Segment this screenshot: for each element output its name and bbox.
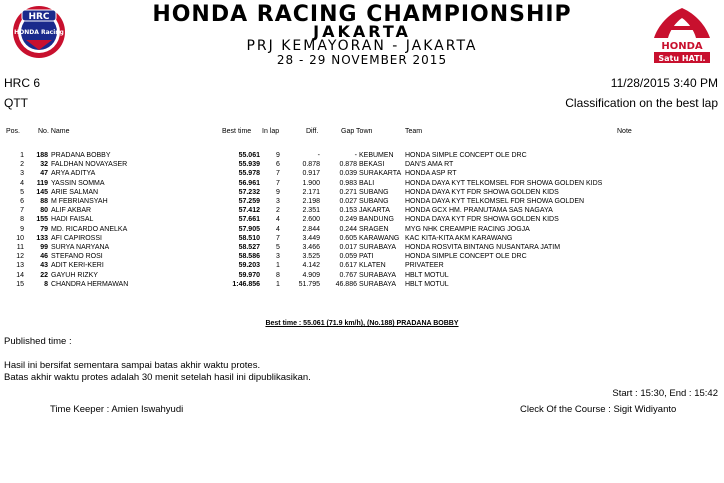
cell-lap: 5 bbox=[276, 244, 280, 251]
cell-no: 145 bbox=[36, 188, 48, 196]
cell-team: KAC KITA-KITA AKM KARAWANG bbox=[405, 234, 513, 242]
cell-no: 80 bbox=[40, 207, 48, 215]
cell-name: HADI FAISAL bbox=[51, 216, 94, 224]
table-row bbox=[0, 261, 724, 270]
cell-pos: 8 bbox=[20, 216, 24, 224]
provisional-note: Hasil ini bersifat sementara sampai batas akhir waktu protes. bbox=[4, 360, 261, 371]
report-datetime: 11/28/2015 3:40 PM bbox=[610, 76, 718, 90]
table-row bbox=[0, 243, 724, 252]
cell-lap: 6 bbox=[276, 161, 280, 169]
cell-team: DAN'S AMA RT bbox=[405, 161, 454, 169]
cell-pos: 7 bbox=[20, 207, 24, 215]
cell-best: 1:46.856 bbox=[232, 280, 260, 288]
cell-name: ARIE SALMAN bbox=[51, 188, 99, 196]
cell-diff: 0.917 bbox=[302, 170, 320, 178]
cell-diff: 3.466 bbox=[302, 244, 320, 251]
cell-best: 59.203 bbox=[238, 262, 260, 270]
cell-best: 55.939 bbox=[238, 161, 260, 169]
event-venue: PRJ KEMAYORAN - JAKARTA bbox=[246, 38, 478, 54]
cell-gap: 0.878 bbox=[339, 161, 357, 169]
hrc-logo-subtext: HONDA Racing bbox=[14, 29, 64, 36]
cell-gap: 0.249 bbox=[339, 216, 357, 224]
cell-lap: 9 bbox=[276, 152, 280, 159]
cell-gap: 0.027 bbox=[339, 198, 357, 205]
cell-best: 55.061 bbox=[238, 152, 260, 159]
protest-note: Batas akhir waktu protes adalah 30 menit setelah hasil ini dipublikasikan. bbox=[4, 372, 311, 383]
cell-best: 55.978 bbox=[238, 170, 260, 178]
cell-town: BEKASI bbox=[359, 161, 385, 169]
cell-diff: 2.171 bbox=[302, 188, 320, 196]
cell-town: BALI bbox=[359, 179, 375, 187]
cell-diff: 0.878 bbox=[302, 161, 320, 169]
cell-pos: 12 bbox=[16, 253, 24, 261]
published-time: Published time : bbox=[4, 336, 72, 347]
cell-team: HBLT MOTUL bbox=[405, 280, 449, 288]
cell-team: HONDA SIMPLE CONCEPT OLE DRC bbox=[405, 152, 527, 159]
cell-best: 57.412 bbox=[238, 207, 260, 215]
cell-gap: 0.017 bbox=[339, 244, 357, 251]
cell-lap: 2 bbox=[276, 207, 280, 215]
cell-diff: 3.449 bbox=[302, 234, 320, 242]
cell-name: MD. RICARDO ANELKA bbox=[51, 225, 128, 233]
satu-hati-text: Satu HATI. bbox=[658, 54, 706, 63]
cell-best: 57.661 bbox=[238, 216, 260, 224]
cell-gap: 0.983 bbox=[339, 179, 357, 187]
cell-team: HONDA ROSVITA BINTANG NUSANTARA JATIM bbox=[405, 244, 561, 251]
cell-town: PATI bbox=[359, 253, 374, 261]
cell-gap: 0.153 bbox=[339, 207, 357, 215]
cell-no: 79 bbox=[40, 225, 48, 233]
table-row bbox=[0, 160, 724, 169]
cell-no: 8 bbox=[44, 280, 48, 288]
cell-team: MYG NHK CREAMPIE RACING JOGJA bbox=[405, 225, 530, 233]
col-diff: Diff. bbox=[306, 128, 319, 135]
cell-town: SRAGEN bbox=[359, 225, 389, 233]
cell-town: KARAWANG bbox=[359, 234, 400, 242]
cell-name: ALIF AKBAR bbox=[51, 207, 92, 215]
cell-no: 155 bbox=[36, 216, 48, 224]
cell-pos: 9 bbox=[20, 225, 24, 233]
cell-town: KEBUMEN bbox=[359, 152, 394, 159]
cell-pos: 11 bbox=[16, 244, 24, 251]
table-row bbox=[0, 252, 724, 261]
col-gap-town: Gap Town bbox=[341, 128, 373, 135]
cell-lap: 7 bbox=[276, 179, 280, 187]
cell-team: HONDA DAYA KYT FDR SHOWA GOLDEN KIDS bbox=[405, 216, 559, 224]
table-row bbox=[0, 188, 724, 197]
cell-team: HONDA DAYA KYT FDR SHOWA GOLDEN KIDS bbox=[405, 188, 559, 196]
cell-name: ARYA ADITYA bbox=[51, 170, 96, 178]
cell-town: SUBANG bbox=[359, 198, 389, 205]
cell-diff: 2.351 bbox=[302, 207, 320, 215]
best-time-summary: Best time : 55.061 (71.9 km/h), (No.188) PRADANA BOBBY bbox=[265, 320, 459, 327]
cell-gap: 0.617 bbox=[339, 262, 357, 270]
table-row bbox=[0, 179, 724, 188]
cell-pos: 10 bbox=[16, 234, 24, 242]
cell-no: 46 bbox=[40, 253, 48, 261]
col-note: Note bbox=[617, 128, 632, 135]
cell-name: STEFANO ROSI bbox=[51, 253, 103, 261]
cell-pos: 13 bbox=[16, 262, 24, 270]
cell-diff: 4.909 bbox=[302, 271, 320, 279]
cell-team: HBLT MOTUL bbox=[405, 271, 449, 279]
cell-lap: 1 bbox=[276, 262, 280, 270]
cell-town: SURAKARTA bbox=[359, 170, 402, 178]
table-row bbox=[0, 206, 724, 215]
cell-town: SURABAYA bbox=[359, 280, 397, 288]
cell-lap: 9 bbox=[276, 188, 280, 196]
cell-pos: 15 bbox=[16, 280, 24, 288]
cell-best: 58.510 bbox=[238, 234, 260, 242]
cell-gap: 0.059 bbox=[339, 253, 357, 261]
cell-no: 22 bbox=[40, 271, 48, 279]
cell-diff: 2.844 bbox=[302, 225, 320, 233]
cell-town: SUBANG bbox=[359, 188, 389, 196]
cell-no: 43 bbox=[40, 262, 48, 270]
table-row bbox=[0, 280, 724, 289]
table-row bbox=[0, 271, 724, 280]
cell-town: JAKARTA bbox=[359, 207, 390, 215]
table-row bbox=[0, 197, 724, 206]
cell-team: HONDA DAYA KYT TELKOMSEL FDR SHOWA GOLDEN KIDS bbox=[405, 179, 603, 187]
cell-town: SURABAYA bbox=[359, 244, 397, 251]
table-row bbox=[0, 215, 724, 224]
cell-name: ADIT KERI-KERI bbox=[51, 262, 104, 270]
honda-brand-text: HONDA bbox=[661, 41, 703, 52]
col-best-time: Best time bbox=[222, 128, 252, 135]
cell-gap: 0.767 bbox=[339, 271, 357, 279]
cell-town: BANDUNG bbox=[359, 216, 395, 224]
table-row bbox=[0, 234, 724, 243]
col-no-name: No. Name bbox=[38, 128, 70, 135]
cell-diff: 51.795 bbox=[298, 280, 320, 288]
cell-no: 188 bbox=[36, 152, 48, 159]
cell-name: SURYA NARYANA bbox=[51, 244, 110, 251]
cell-best: 56.961 bbox=[238, 179, 260, 187]
cell-town: SURABAYA bbox=[359, 271, 397, 279]
cell-name: GAYUH RIZKY bbox=[51, 271, 98, 279]
cell-gap: 46.886 bbox=[335, 280, 357, 288]
event-title: HONDA RACING CHAMPIONSHIP bbox=[152, 2, 572, 27]
event-dates: 28 - 29 NOVEMBER 2015 bbox=[276, 53, 448, 67]
series-label: HRC 6 bbox=[4, 76, 41, 90]
event-city: JAKARTA bbox=[313, 22, 411, 41]
cell-no: 119 bbox=[36, 179, 48, 187]
cell-best: 57.232 bbox=[238, 188, 260, 196]
cell-pos: 6 bbox=[20, 198, 24, 205]
cell-lap: 3 bbox=[276, 253, 280, 261]
cell-diff: 4.142 bbox=[302, 262, 320, 270]
table-row bbox=[0, 225, 724, 234]
cell-pos: 1 bbox=[20, 152, 24, 159]
start-end-time: Start : 15:30, End : 15:42 bbox=[612, 388, 718, 399]
cell-name: AFI CAPIROSSI bbox=[51, 234, 102, 242]
cell-diff: 3.525 bbox=[302, 253, 320, 261]
cell-gap: 0.271 bbox=[339, 188, 357, 196]
cell-best: 58.527 bbox=[238, 244, 260, 251]
cell-best: 58.586 bbox=[238, 253, 260, 261]
cell-gap: - bbox=[354, 152, 357, 159]
col-team: Team bbox=[405, 128, 423, 135]
cell-team: HONDA ASP RT bbox=[405, 170, 457, 178]
cell-lap: 7 bbox=[276, 170, 280, 178]
cell-diff: - bbox=[317, 152, 320, 159]
col-in-lap: In lap bbox=[262, 128, 280, 135]
cell-lap: 4 bbox=[276, 225, 280, 233]
cell-best: 57.905 bbox=[238, 225, 260, 233]
cell-team: PRIVATEER bbox=[405, 262, 444, 270]
cell-lap: 7 bbox=[276, 234, 280, 242]
cell-pos: 5 bbox=[20, 188, 24, 196]
cell-lap: 8 bbox=[276, 271, 280, 279]
cell-diff: 2.600 bbox=[302, 216, 320, 224]
cell-gap: 0.605 bbox=[339, 234, 357, 242]
clerk-of-course: Cleck Of the Course : Sigit Widiyanto bbox=[520, 404, 677, 415]
cell-name: PRADANA BOBBY bbox=[51, 152, 111, 159]
table-row bbox=[0, 169, 724, 178]
cell-team: HONDA GCX HM. PRANUTAMA SAS NAGAYA bbox=[405, 207, 553, 215]
col-pos: Pos. bbox=[6, 128, 21, 135]
cell-lap: 3 bbox=[276, 198, 280, 205]
cell-no: 32 bbox=[40, 161, 48, 169]
cell-best: 57.259 bbox=[238, 198, 260, 205]
cell-no: 47 bbox=[40, 170, 48, 178]
cell-no: 88 bbox=[40, 198, 48, 205]
cell-team: HONDA SIMPLE CONCEPT OLE DRC bbox=[405, 253, 527, 261]
cell-no: 133 bbox=[36, 234, 48, 242]
cell-town: KLATEN bbox=[359, 262, 386, 270]
cell-diff: 1.900 bbox=[302, 179, 320, 187]
cell-diff: 2.198 bbox=[302, 198, 320, 205]
session-label: QTT bbox=[4, 96, 28, 110]
cell-gap: 0.244 bbox=[339, 225, 357, 233]
classification-label: Classification on the best lap bbox=[565, 96, 718, 110]
cell-lap: 4 bbox=[276, 216, 280, 224]
cell-team: HONDA DAYA KYT TELKOMSEL FDR SHOWA GOLDEN bbox=[405, 198, 585, 205]
cell-pos: 2 bbox=[20, 161, 24, 169]
cell-no: 99 bbox=[40, 244, 48, 251]
table-row bbox=[0, 151, 724, 160]
cell-pos: 3 bbox=[20, 170, 24, 178]
cell-name: CHANDRA HERMAWAN bbox=[51, 280, 129, 288]
cell-lap: 1 bbox=[276, 280, 280, 288]
time-keeper: Time Keeper : Amien Iswahyudi bbox=[50, 404, 184, 415]
cell-name: M FEBRIANSYAH bbox=[51, 198, 108, 205]
cell-pos: 14 bbox=[16, 271, 24, 279]
cell-gap: 0.039 bbox=[339, 170, 357, 178]
hrc-logo-text: HRC bbox=[28, 12, 50, 22]
cell-name: FALDHAN NOVAYASER bbox=[51, 161, 128, 169]
cell-name: YASSIN SOMMA bbox=[51, 179, 105, 187]
cell-best: 59.970 bbox=[238, 271, 260, 279]
cell-pos: 4 bbox=[20, 179, 24, 187]
